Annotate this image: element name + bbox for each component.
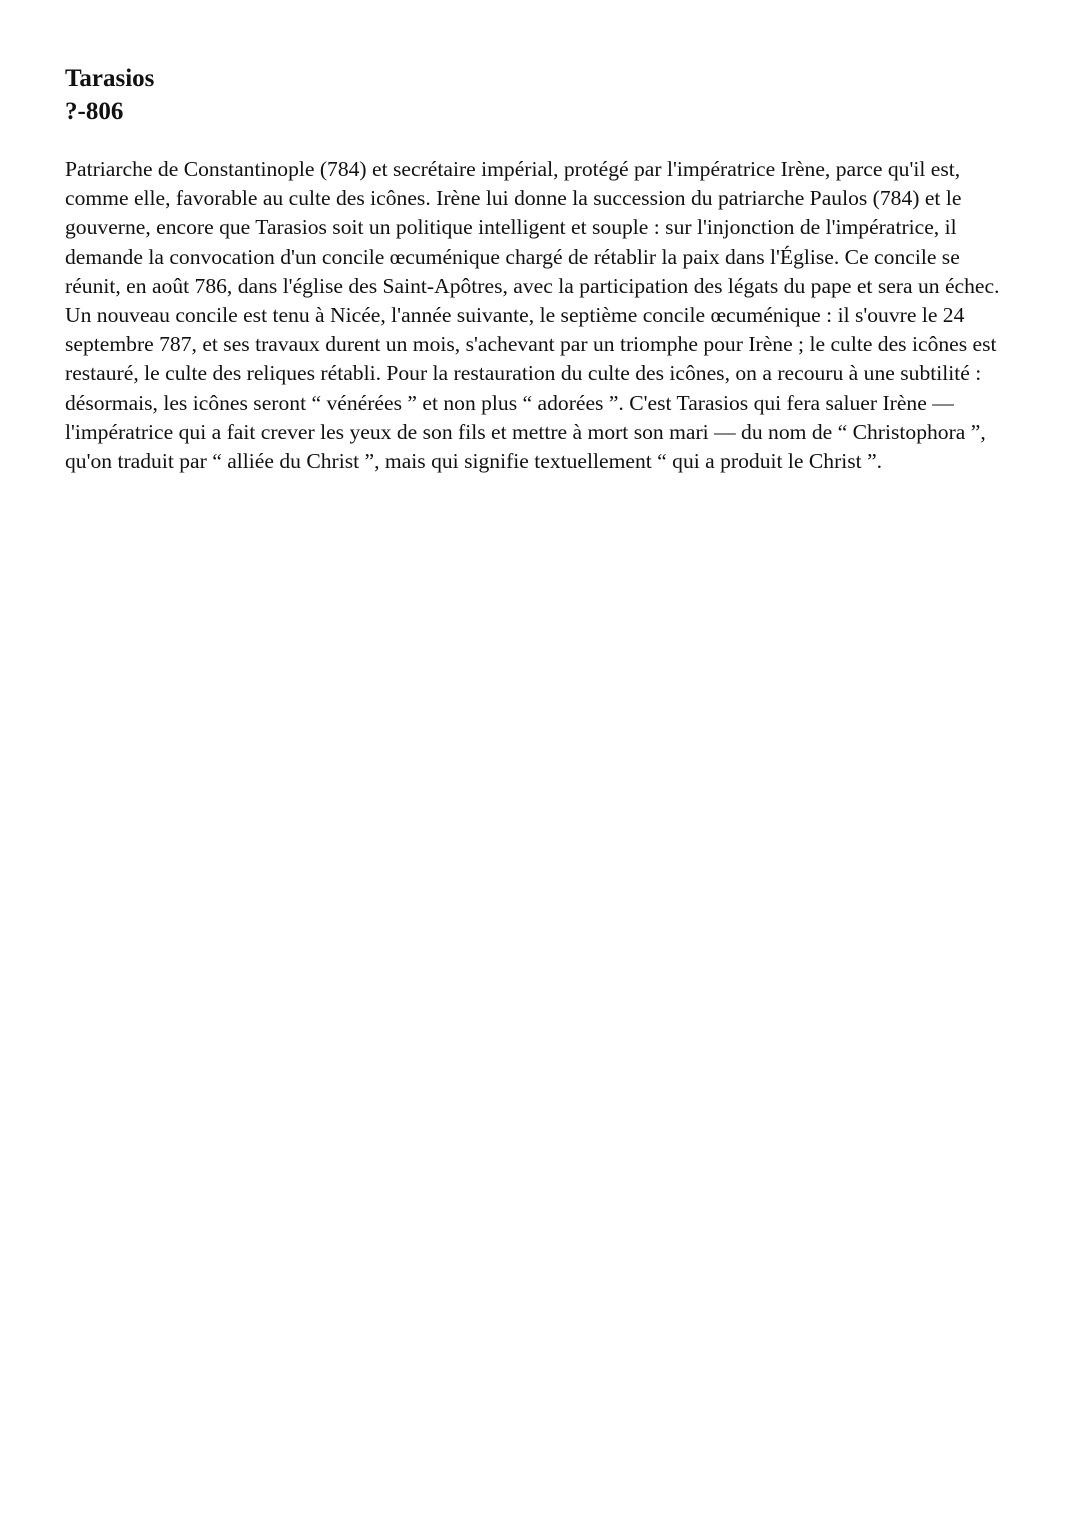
- entry-body-paragraph: Patriarche de Constantinople (784) et secrétaire impérial, protégé par l'impératrice Irène, parce qu'il est, comme elle, favorable au culte des icônes. Irène lui donne la succession du patriarche Paulos (784) et le gouverne, encore que Tarasios soit un politique intelligent et souple : sur l'injonction de l'impératrice, il demande la convocation d'un concile œcuménique chargé de rétablir la paix dans l'Église. Ce concile se réunit, en août 786, dans l'église des Saint-Apôtres, avec la participation des légats du pape et sera un échec. Un nouveau concile est tenu à Nicée, l'année suivante, le septième concile œcuménique : il s'ouvre le 24 septembre 787, et ses travaux durent un mois, s'achevant par un triomphe pour Irène ; le culte des icônes est restauré, le culte des reliques rétabli. Pour la restauration du culte des icônes, on a recouru à une subtilité : désormais, les icônes seront “ vénérées ” et non plus “ adorées ”. C'est Tarasios qui fera saluer Irène — l'impératrice qui a fait crever les yeux de son fils et mettre à mort son mari — du nom de “ Christophora ”, qu'on traduit par “ alliée du Christ ”, mais qui signifie textuellement “ qui a produit le Christ ”.: [65, 157, 1000, 474]
- entry-heading: [65, 62, 1013, 128]
- document-page: [65, 62, 1013, 476]
- entry-title: Tarasios: [65, 65, 155, 92]
- entry-dates: ?-806: [65, 98, 124, 125]
